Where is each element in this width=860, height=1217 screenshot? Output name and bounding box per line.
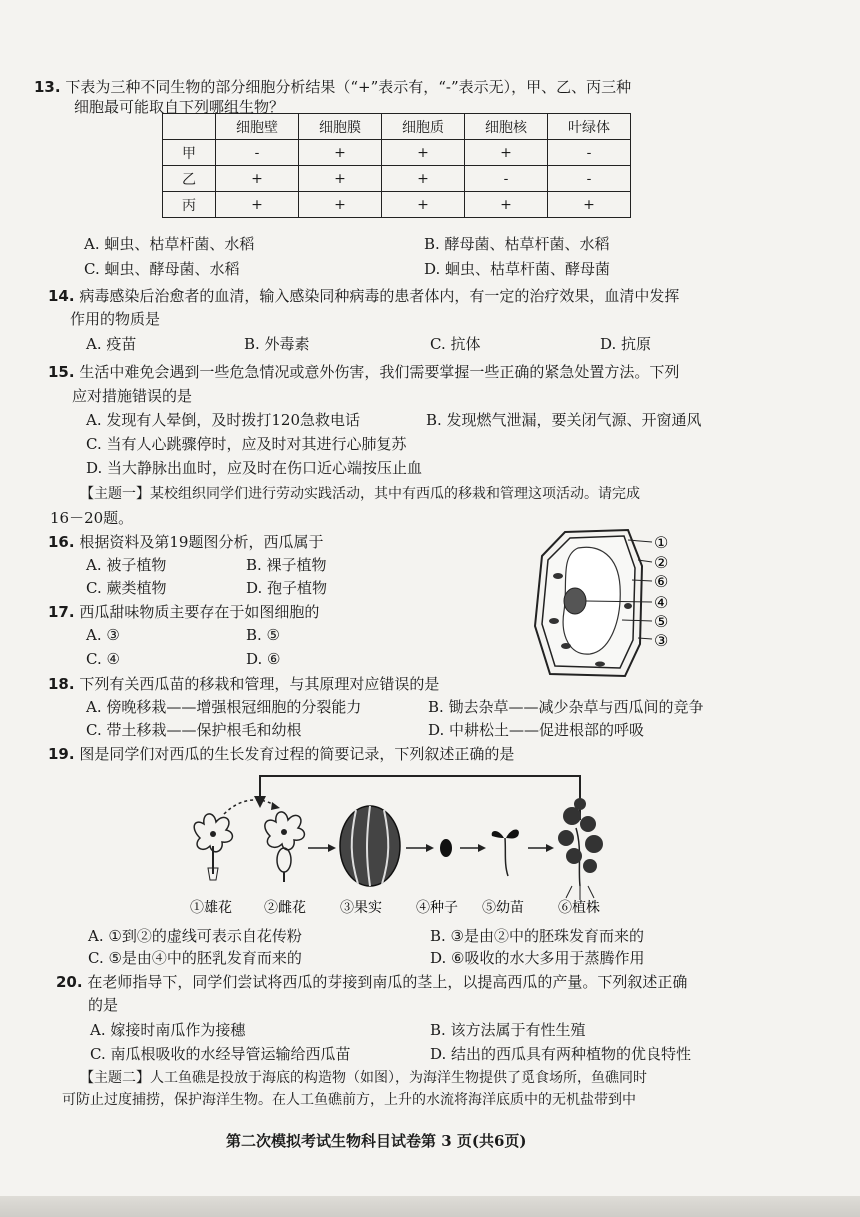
seed-icon xyxy=(440,839,452,857)
stage-label: ⑤幼苗 xyxy=(482,900,524,916)
q19-option-c: C. ⑤是由④中的胚乳发育而来的 xyxy=(88,949,302,967)
q13-option-d: D. 蛔虫、枯草杆菌、酵母菌 xyxy=(424,260,611,278)
table-row xyxy=(163,140,631,166)
table-header-cell: 细胞核 xyxy=(465,114,548,140)
male-flower-icon xyxy=(194,814,232,880)
table-cell: - xyxy=(548,140,631,166)
q17-option-d: D. ⑥ xyxy=(246,650,281,668)
table-cell: + xyxy=(382,166,465,192)
arrowhead xyxy=(254,796,266,808)
watermelon-fruit-icon xyxy=(340,806,400,886)
q13-stem1: 下表为三种不同生物的部分细胞分析结果（“+”表示有，“-”表示无），甲、乙、丙三种 xyxy=(65,78,632,96)
nucleus xyxy=(564,588,586,614)
q18-stem xyxy=(48,674,439,694)
q19-stem xyxy=(48,744,514,764)
q14-stem-line1 xyxy=(48,286,679,306)
q15-stem-line1 xyxy=(48,362,679,382)
q15-stem-line2: 应对措施错误的是 xyxy=(72,387,193,405)
q17-option-a: A. ③ xyxy=(86,626,120,644)
table-cell: + xyxy=(382,192,465,218)
topic1-line1: 【主题一】某校组织同学们进行劳动实践活动，其中有西瓜的移栽和管理这项活动。请完成 xyxy=(80,486,640,502)
q17-option-b: B. ⑤ xyxy=(246,626,281,644)
chloroplast xyxy=(549,618,559,624)
q14-option-a: A. 疫苗 xyxy=(86,335,137,353)
q13-stem-line2: 细胞最可能取自下列哪组生物？ xyxy=(74,98,285,116)
table-cell: - xyxy=(465,166,548,192)
q15-number: 15. xyxy=(48,363,75,381)
q19-number: 19. xyxy=(48,745,75,763)
arrowhead xyxy=(271,802,280,810)
topic2-line2: 可防止过度捕捞，保护海洋生物。在人工鱼礁前方，上升的水流将海洋底质中的无机盐带到中 xyxy=(62,1092,636,1108)
cell-label: ① xyxy=(654,533,669,552)
q14-option-b: B. 外毒素 xyxy=(244,335,310,353)
table-header-cell: 叶绿体 xyxy=(548,114,631,140)
q20-stem-line1 xyxy=(56,972,687,992)
cycle-arrow xyxy=(260,776,580,820)
q13-option-b: B. 酵母菌、枯草杆菌、水稻 xyxy=(424,235,610,253)
table-cell: - xyxy=(548,166,631,192)
chloroplast xyxy=(553,573,563,579)
q18-option-a: A. 傍晚移栽——增强根冠细胞的分裂能力 xyxy=(86,698,362,716)
q17-stem xyxy=(48,602,319,622)
q17-number: 17. xyxy=(48,603,75,621)
table-cell: 丙 xyxy=(163,192,216,218)
q14-option-d: D. 抗原 xyxy=(600,335,652,353)
page-footer: 第二次模拟考试生物科目试卷第 3 页(共6页) xyxy=(226,1132,527,1150)
q18-stem-text: 下列有关西瓜苗的移栽和管理，与其原理对应错误的是 xyxy=(79,675,440,693)
q19-option-b: B. ③是由②中的胚珠发育而来的 xyxy=(430,927,645,945)
topic1-line2: 16－20题。 xyxy=(50,509,134,527)
q16-number: 16. xyxy=(48,533,75,551)
q17-option-c: C. ④ xyxy=(86,650,120,668)
table-cell: 乙 xyxy=(163,166,216,192)
q14-stem1: 病毒感染后治愈者的血清，输入感染同种病毒的患者体内，有一定的治疗效果，血清中发挥 xyxy=(79,287,680,305)
q20-option-c: C. 南瓜根吸收的水经导管运输给西瓜苗 xyxy=(90,1045,351,1063)
table-cell: 甲 xyxy=(163,140,216,166)
q14-stem-line2: 作用的物质是 xyxy=(70,310,161,328)
cell-label: ⑤ xyxy=(654,612,669,631)
flow-arrow xyxy=(460,844,486,852)
q16-stem-text: 根据资料及第19题图分析，西瓜属于 xyxy=(79,533,324,551)
female-flower-icon xyxy=(265,812,305,882)
cell-label: ③ xyxy=(654,631,669,650)
scan-bottom-edge xyxy=(0,1196,860,1217)
seedling-icon xyxy=(492,830,519,877)
table-header-cell: 细胞膜 xyxy=(299,114,382,140)
q13-stem-line1 xyxy=(34,77,631,97)
q14-number: 14. xyxy=(48,287,75,305)
q16-option-b: B. 裸子植物 xyxy=(246,556,327,574)
q16-option-c: C. 蕨类植物 xyxy=(86,579,167,597)
cell-label: ② xyxy=(654,553,669,572)
table-header-cell: 细胞壁 xyxy=(216,114,299,140)
q19-stem-text: 图是同学们对西瓜的生长发育过程的简要记录，下列叙述正确的是 xyxy=(79,745,515,763)
q14-option-c: C. 抗体 xyxy=(430,335,481,353)
pollination-dashed-arrow xyxy=(224,800,276,814)
q16-option-a: A. 被子植物 xyxy=(86,556,167,574)
table-cell: - xyxy=(216,140,299,166)
plant-cell-diagram xyxy=(530,526,690,678)
q20-number: 20. xyxy=(56,973,83,991)
stage-label: ⑥植株 xyxy=(558,900,600,916)
flow-arrow xyxy=(406,844,434,852)
chloroplast xyxy=(595,662,605,667)
q16-stem xyxy=(48,532,323,552)
stage-label: ④种子 xyxy=(416,900,458,916)
q18-option-c: C. 带土移栽——保护根毛和幼根 xyxy=(86,721,302,739)
stage-label: ③果实 xyxy=(340,900,382,916)
flow-arrow xyxy=(308,844,336,852)
q19-option-a: A. ①到②的虚线可表示自花传粉 xyxy=(88,927,302,945)
plant-icon xyxy=(558,798,603,900)
q15-option-c: C. 当有人心跳骤停时，应及时对其进行心肺复苏 xyxy=(86,435,407,453)
table-cell: + xyxy=(465,192,548,218)
table-row xyxy=(163,166,631,192)
topic2-line1: 【主题二】人工鱼礁是投放于海底的构造物（如图），为海洋生物提供了觅食场所，鱼礁同时 xyxy=(80,1070,647,1086)
q17-stem-text: 西瓜甜味物质主要存在于如图细胞的 xyxy=(79,603,320,621)
q13-option-a: A. 蛔虫、枯草杆菌、水稻 xyxy=(84,235,255,253)
q13-number: 13. xyxy=(34,78,61,96)
table-header-row xyxy=(163,114,631,140)
stage-label: ①雄花 xyxy=(190,900,232,916)
chloroplast xyxy=(561,643,571,649)
table-row xyxy=(163,192,631,218)
table-cell: + xyxy=(548,192,631,218)
q15-stem1: 生活中难免会遇到一些危急情况或意外伤害，我们需要掌握一些正确的紧急处置方法。下列 xyxy=(79,363,680,381)
table-cell: + xyxy=(216,166,299,192)
q13-cell-table xyxy=(162,113,631,218)
cell-label: ④ xyxy=(654,593,669,612)
table-cell: + xyxy=(382,140,465,166)
table-cell: + xyxy=(299,166,382,192)
table-header-cell: 细胞质 xyxy=(382,114,465,140)
chloroplast xyxy=(624,603,632,609)
q20-option-a: A. 嫁接时南瓜作为接穗 xyxy=(90,1021,246,1039)
q20-stem1: 在老师指导下，同学们尝试将西瓜的芽接到南瓜的茎上，以提高西瓜的产量。下列叙述正确 xyxy=(87,973,688,991)
q19-option-d: D. ⑥吸收的水大多用于蒸腾作用 xyxy=(430,949,645,967)
q16-option-d: D. 孢子植物 xyxy=(246,579,328,597)
stage-label: ②雌花 xyxy=(264,900,306,916)
q18-option-b: B. 锄去杂草——减少杂草与西瓜间的竞争 xyxy=(428,698,704,716)
watermelon-lifecycle-diagram xyxy=(180,768,620,920)
table-cell: + xyxy=(299,140,382,166)
q15-option-a: A. 发现有人晕倒，及时拨打120急救电话 xyxy=(86,411,361,429)
table-cell: + xyxy=(299,192,382,218)
table-cell: + xyxy=(216,192,299,218)
flow-arrow xyxy=(528,844,554,852)
q20-option-b: B. 该方法属于有性生殖 xyxy=(430,1021,586,1039)
q15-option-b: B. 发现燃气泄漏，要关闭气源、开窗通风 xyxy=(426,411,702,429)
table-cell: + xyxy=(465,140,548,166)
q20-stem-line2: 的是 xyxy=(88,996,119,1014)
q20-option-d: D. 结出的西瓜具有两种植物的优良特性 xyxy=(430,1045,692,1063)
q15-option-d: D. 当大静脉出血时，应及时在伤口近心端按压止血 xyxy=(86,459,423,477)
q13-option-c: C. 蛔虫、酵母菌、水稻 xyxy=(84,260,240,278)
q18-option-d: D. 中耕松土——促进根部的呼吸 xyxy=(428,721,645,739)
q18-number: 18. xyxy=(48,675,75,693)
cell-label: ⑥ xyxy=(654,572,669,591)
table-header-cell xyxy=(163,114,216,140)
